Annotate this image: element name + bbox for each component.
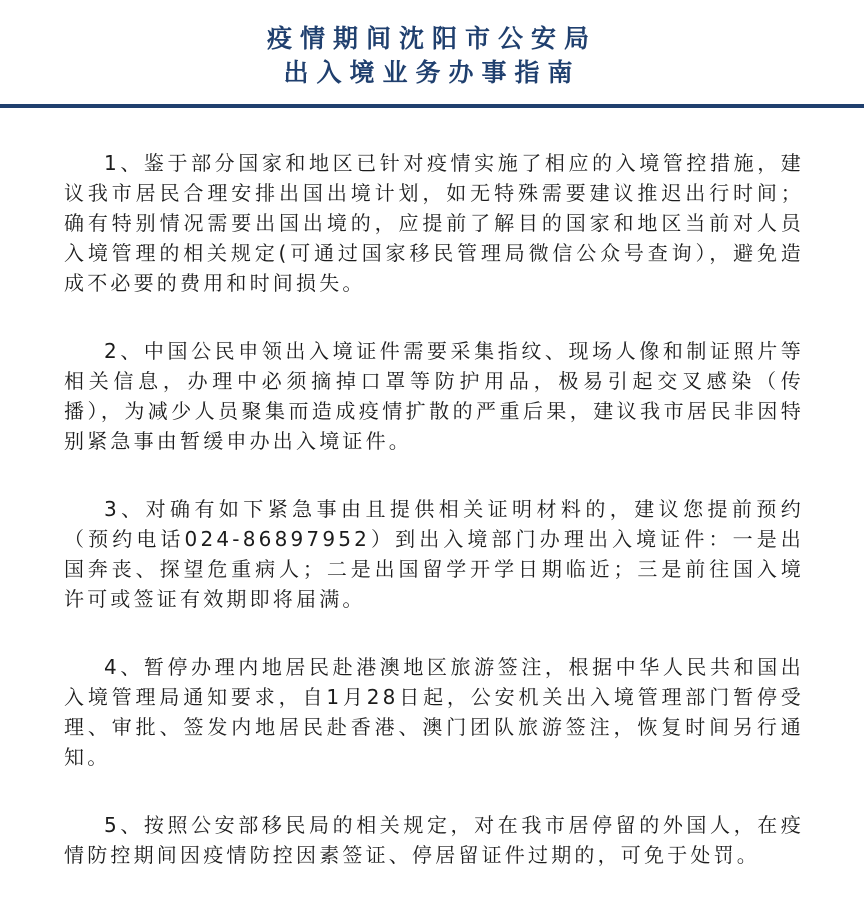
paragraph-2-text: 2、中国公民申领出入境证件需要采集指纹、现场人像和制证照片等相关信息，办理中必须摘掉口罩等防护用品，极易引起交叉感染（传播），为减少人员聚集而造成疫情扩散的严重后果，建议我市居民非因特别紧急事由暂缓申办出入境证件。 [64, 339, 804, 453]
paragraph-3 [64, 494, 804, 614]
paragraph-2 [64, 336, 804, 456]
paragraph-3-text: 3、对确有如下紧急事由且提供相关证明材料的，建议您提前预约（预约电话024-86897952）到出入境部门办理出入境证件：一是出国奔丧、探望危重病人；二是出国留学开学日期临近；三是前往国入境许可或签证有效期即将届满。 [64, 497, 804, 611]
title-line-2: 出入境业务办事指南 [283, 58, 581, 87]
paragraph-1-text: 1、鉴于部分国家和地区已针对疫情实施了相应的入境管控措施，建议我市居民合理安排出国出境计划，如无特殊需要建议推迟出行时间；确有特别情况需要出国出境的，应提前了解目的国家和地区当前对人员入境管理的相关规定(可通过国家移民管理局微信公众号查询），避免造成不必要的费用和时间损失。 [64, 151, 804, 295]
paragraph-4 [64, 652, 804, 772]
title-line-1: 疫情期间沈阳市公安局 [266, 24, 597, 53]
document-body [64, 148, 804, 900]
title-divider [0, 104, 864, 108]
paragraph-5-text: 5、按照公安部移民局的相关规定，对在我市居停留的外国人，在疫情防控期间因疫情防控因素签证、停居留证件过期的，可免于处罚。 [64, 813, 804, 867]
document-header [0, 0, 864, 110]
paragraph-4-text: 4、暂停办理内地居民赴港澳地区旅游签注，根据中华人民共和国出入境管理局通知要求，自1月28日起，公安机关出入境管理部门暂停受理、审批、签发内地居民赴香港、澳门团队旅游签注，恢复时间另行通知。 [64, 655, 804, 769]
paragraph-1 [64, 148, 804, 298]
paragraph-5 [64, 810, 804, 870]
